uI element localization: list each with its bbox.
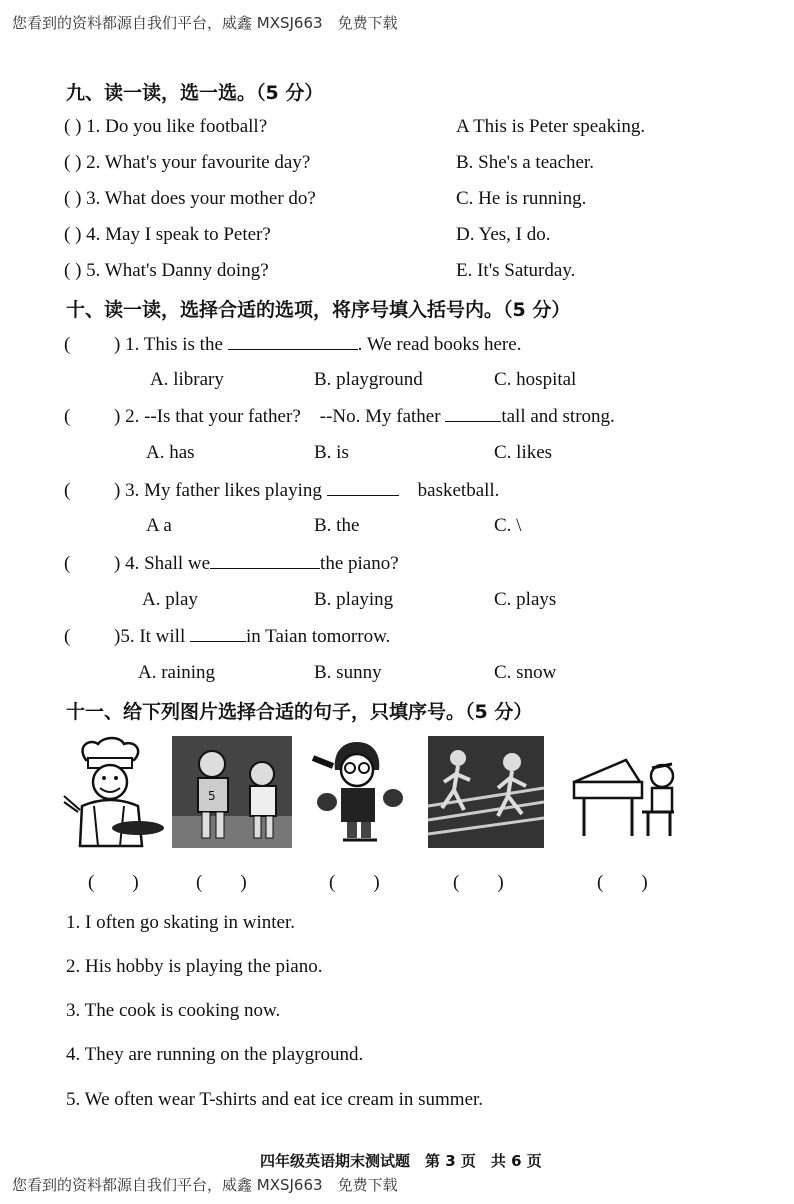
summer-illustration: [172, 736, 292, 848]
section9-question-2: ( ) 2. What's your favourite day?: [64, 152, 311, 173]
q3-option-a: A a: [146, 515, 172, 536]
sentence-3: 3. The cook is cooking now.: [66, 1000, 281, 1021]
running-illustration: [428, 736, 544, 848]
question-text-end: basketball.: [417, 480, 500, 501]
fill-blank[interactable]: [445, 403, 501, 422]
q2-option-c: C. likes: [494, 442, 553, 463]
section9-answer-e: E. It's Saturday.: [456, 260, 576, 281]
answer-paren: (: [64, 334, 71, 355]
q1-option-b: B. playground: [314, 369, 423, 390]
question-text-end: tall and strong.: [501, 406, 615, 427]
question-text-end: in Taian tomorrow.: [246, 626, 391, 647]
section9-answer-c: C. He is running.: [456, 188, 587, 209]
q4-option-a: A. play: [142, 589, 198, 610]
picture-piano: [570, 736, 682, 848]
q4-option-c: C. plays: [494, 589, 557, 610]
section9-answer-d: D. Yes, I do.: [456, 224, 551, 245]
q5-option-c: C. snow: [494, 662, 557, 683]
sentence-2: 2. His hobby is playing the piano.: [66, 956, 323, 977]
sentence-1: 1. I often go skating in winter.: [66, 912, 296, 933]
q3-option-c: C. \: [494, 515, 522, 536]
question-text: ) 1. This is the: [114, 334, 223, 355]
fill-blank[interactable]: [228, 331, 358, 350]
answer-paren: (: [64, 626, 71, 647]
question-text: ) 3. My father likes playing: [114, 480, 322, 501]
picture-cook: [58, 736, 166, 848]
q1-option-a: A. library: [150, 369, 224, 390]
answer-paren: (: [64, 553, 71, 574]
section10-question-3: [64, 477, 499, 503]
picture-summer: [172, 736, 292, 848]
section10-question-2: [64, 403, 615, 429]
piano-illustration: [570, 736, 682, 848]
answer-box-4[interactable]: ( ): [453, 872, 504, 893]
answer-box-1[interactable]: ( ): [88, 872, 139, 893]
picture-running: [428, 736, 544, 848]
question-text-end: . We read books here.: [357, 334, 522, 355]
svg-text:5: 5: [208, 789, 216, 803]
q2-option-a: A. has: [146, 442, 195, 463]
question-text: ) 4. Shall we: [114, 553, 211, 574]
picture-skating: [305, 736, 409, 848]
q1-option-c: C. hospital: [494, 369, 577, 390]
section9-answer-a: A This is Peter speaking.: [456, 116, 646, 137]
section9-heading: 九、读一读，选一选。（5 分）: [66, 82, 324, 104]
q3-option-b: B. the: [314, 515, 360, 536]
question-text: )5. It will: [114, 626, 186, 647]
page-footer: 四年级英语期末测试题 第 3 页 共 6 页: [260, 1152, 542, 1170]
q5-option-a: A. raining: [138, 662, 216, 683]
section9-question-5: ( ) 5. What's Danny doing?: [64, 260, 269, 281]
answer-paren: (: [64, 480, 71, 501]
section10-question-5: [64, 623, 390, 649]
fill-blank[interactable]: [190, 623, 246, 642]
answer-box-5[interactable]: ( ): [597, 872, 648, 893]
skating-illustration: [305, 736, 409, 848]
question-text-end: the piano?: [320, 553, 399, 574]
q4-option-b: B. playing: [314, 589, 394, 610]
section9-question-1: ( ) 1. Do you like football?: [64, 116, 268, 137]
answer-box-3[interactable]: ( ): [329, 872, 380, 893]
q2-option-b: B. is: [314, 442, 349, 463]
question-text: ) 2. --Is that your father? --No. My father: [114, 406, 441, 427]
section9-question-3: ( ) 3. What does your mother do?: [64, 188, 316, 209]
section10-question-4: [64, 550, 399, 576]
answer-paren: (: [64, 406, 71, 427]
section10-heading: 十、读一读，选择合适的选项，将序号填入括号内。（5 分）: [66, 299, 571, 321]
cook-illustration: [58, 736, 166, 848]
section10-question-1: [64, 331, 521, 357]
section9-answer-b: B. She's a teacher.: [456, 152, 594, 173]
fill-blank[interactable]: [327, 477, 399, 496]
watermark-bottom: 您看到的资料都源自我们平台，威鑫 MXSJ663 免费下载: [12, 1176, 398, 1194]
section11-heading: 十一、给下列图片选择合适的句子，只填序号。（5 分）: [66, 701, 533, 723]
sentence-5: 5. We often wear T-shirts and eat ice cream in summer.: [66, 1089, 484, 1110]
watermark-top: 您看到的资料都源自我们平台，威鑫 MXSJ663 免费下载: [12, 14, 398, 32]
fill-blank[interactable]: [210, 550, 320, 569]
q5-option-b: B. sunny: [314, 662, 382, 683]
sentence-4: 4. They are running on the playground.: [66, 1044, 364, 1065]
section9-question-4: ( ) 4. May I speak to Peter?: [64, 224, 271, 245]
answer-box-2[interactable]: ( ): [196, 872, 247, 893]
